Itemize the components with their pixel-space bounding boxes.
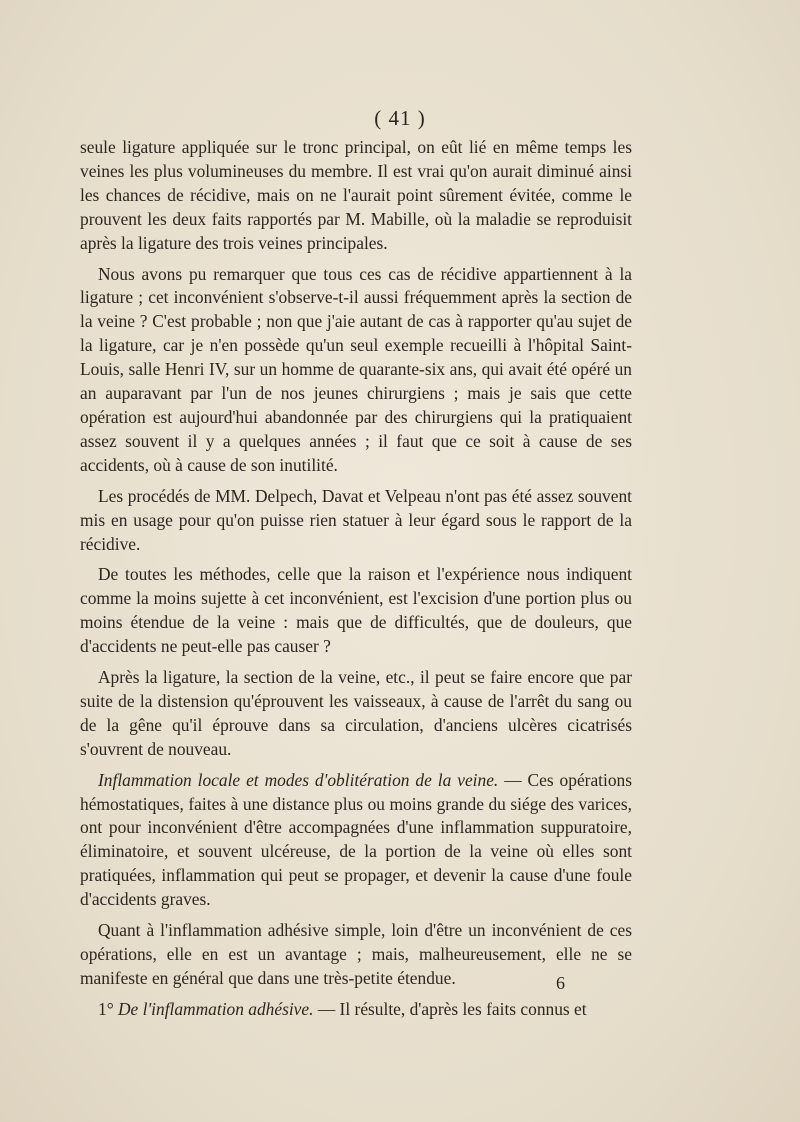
paragraph-5: Après la ligature, la section de la veine, etc., il peut se faire encore que par suite de la distension qu'éprouvent les vaisseaux, à cause de l'arrêt du sang ou de la gêne qu'il éprouve dans sa circulation, d'anciens ulcères cicatrisés s'ouvrent de nouveau. (80, 667, 632, 759)
paragraph-6 (80, 769, 632, 912)
paragraph-1: seule ligature appliquée sur le tronc principal, on eût lié en même temps les veines les plus volumineuses du membre. Il est vrai qu'on aurait diminué ainsi les chances de récidive, mais on ne l'aurait point sûrement évitée, comme le prouvent les deux faits rapportés par M. Mabille, où la maladie se reproduisit après la ligature des trois veines principales. (80, 137, 632, 253)
paragraph-2: Nous avons pu remarquer que tous ces cas de récidive appartiennent à la ligature ; cet inconvénient s'observe-t-il aussi fréquemment après la section de la veine ? C'est probable ; non que j'aie autant de cas à rapporter qu'au sujet de la ligature, car je n'en possède qu'un seul exemple recueilli à l'hôpital Saint-Louis, salle Henri IV, sur un homme de quarante-six ans, qui avait été opéré un an auparavant par l'un de nos jeunes chirurgiens ; mais je sais que cette opération est aujourd'hui abandonnée par des chirurgiens qui la pratiquaient assez souvent il y a quelques années ; il faut que ce soit à cause de ses accidents, où à cause de son inutilité. (80, 263, 632, 475)
paragraph-3: Les procédés de MM. Delpech, Davat et Velpeau n'ont pas été assez souvent mis en usage pour qu'on puisse rien statuer à leur égard sous le rapport de la récidive. (80, 485, 632, 554)
list-number: 1° (98, 998, 118, 1019)
paragraph-7: Quant à l'inflammation adhésive simple, loin d'être un inconvénient de ces opérations, elle en est un avantage ; mais, malheureusement, elle ne se manifeste en général que dans une très-petite étendue. (80, 920, 632, 988)
paragraph-8 (80, 998, 632, 1022)
signature-mark: 6 (556, 973, 565, 993)
paragraph-8-text: — Il résulte, d'après les faits connus et (313, 998, 587, 1019)
paragraph-6-text: — Ces opérations hémostatiques, faites à une distance plus ou moins grande du siége des varices, ont pour inconvénient d'être accompagnées d'une inflammation suppuratoire, éliminatoire, et souvent ulcéreuse, de la portion de la veine où elles sont pratiquées, inflammation qui peut se propager, et devenir la cause d'une foule d'accidents graves. (80, 769, 632, 910)
paragraph-4: De toutes les méthodes, celle que la raison et l'expérience nous indiquent comme la moins sujette à cet inconvénient, est l'excision d'une portion plus ou moins étendue de la veine : mais que de difficultés, que de douleurs, que d'accidents ne peut-elle pas causer ? (80, 564, 632, 657)
section-heading-inflammation: Inflammation locale et modes d'oblitération de la veine. (98, 769, 499, 790)
page-number: ( 41 ) (374, 106, 426, 130)
body-text (80, 136, 632, 1022)
section-heading-adhesive: De l'inflammation adhésive. (118, 998, 314, 1019)
